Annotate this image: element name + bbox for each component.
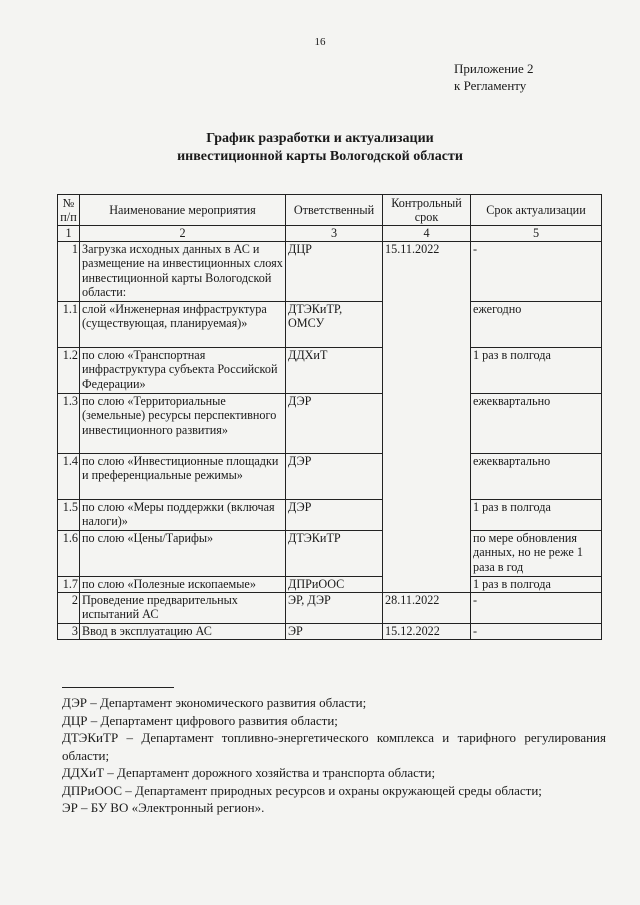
row-name: слой «Инженерная инфраструктура (существующая, планируемая)»	[80, 301, 286, 347]
row-number: 1.4	[58, 453, 80, 499]
footnote-item: ЭР – БУ ВО «Электронный регион».	[62, 800, 265, 815]
table-header-row	[58, 195, 602, 226]
row-update: -	[471, 623, 602, 639]
row-update: ежегодно	[471, 301, 602, 347]
row-number: 1.3	[58, 393, 80, 453]
table-row	[58, 347, 602, 393]
table-row	[58, 499, 602, 530]
row-update: ежеквартально	[471, 453, 602, 499]
schedule-table	[57, 194, 602, 640]
table-row	[58, 453, 602, 499]
footnote-item: ДДХиТ – Департамент дорожного хозяйства и транспорта области;	[62, 765, 436, 780]
row-responsible: ДЭР	[286, 499, 383, 530]
row-name: Проведение предварительных испытаний АС	[80, 592, 286, 623]
row-number: 1.7	[58, 576, 80, 592]
table-row	[58, 530, 602, 576]
footnote-divider	[62, 687, 174, 688]
row-responsible: ДПРиООС	[286, 576, 383, 592]
row-name: по слою «Меры поддержки (включая налоги)»	[80, 499, 286, 530]
row-name: по слою «Полезные ископаемые»	[80, 576, 286, 592]
table-row	[58, 576, 602, 592]
row-update: по мере обновления данных, но не реже 1 раза в год	[471, 530, 602, 576]
header-responsible: Ответственный	[286, 195, 383, 226]
row-update: -	[471, 592, 602, 623]
row-number: 3	[58, 623, 80, 639]
row-responsible: ЭР, ДЭР	[286, 592, 383, 623]
row-responsible: ДТЭКиТР	[286, 530, 383, 576]
header-number: № п/п	[58, 195, 80, 226]
row-name: по слою «Территориальные (земельные) ресурсы перспективного инвестиционного развития»	[80, 393, 286, 453]
row-responsible: ЭР	[286, 623, 383, 639]
header-deadline: Контрольный срок	[383, 195, 471, 226]
row-responsible: ДЭР	[286, 393, 383, 453]
row-name: по слою «Цены/Тарифы»	[80, 530, 286, 576]
row-update: 1 раз в полгода	[471, 347, 602, 393]
footnote-item: ДПРиООС – Департамент природных ресурсов и охраны окружающей среды области;	[62, 782, 542, 798]
table-row	[58, 241, 602, 301]
table-row	[58, 393, 602, 453]
table-row	[58, 301, 602, 347]
row-responsible: ДЦР	[286, 241, 383, 301]
row-deadline: 28.11.2022	[383, 592, 471, 623]
row-number: 1.5	[58, 499, 80, 530]
column-number-row	[58, 226, 602, 242]
column-number: 2	[80, 226, 286, 242]
row-number: 1.2	[58, 347, 80, 393]
footnotes	[62, 694, 606, 817]
row-update: -	[471, 241, 602, 301]
header-update: Срок актуализации	[471, 195, 602, 226]
row-responsible: ДДХиТ	[286, 347, 383, 393]
row-update: 1 раз в полгода	[471, 499, 602, 530]
table-row	[58, 623, 602, 639]
row-name: Загрузка исходных данных в АС и размещение на инвестиционных слоях инвестиционной карты Вологодской области:	[80, 241, 286, 301]
title-line-1: График разработки и актуализации	[206, 131, 434, 146]
column-number: 1	[58, 226, 80, 242]
column-number: 4	[383, 226, 471, 242]
row-responsible: ДЭР	[286, 453, 383, 499]
column-number: 5	[471, 226, 602, 242]
row-number: 1.1	[58, 301, 80, 347]
row-responsible: ДТЭКиТР, ОМСУ	[286, 301, 383, 347]
footnote-item: ДТЭКиТР – Департамент топливно-энергетического комплекса и тарифного регулирования области;	[62, 730, 606, 763]
header-name: Наименование мероприятия	[80, 195, 286, 226]
row-deadline: 15.12.2022	[383, 623, 471, 639]
title-line-2: инвестиционной карты Вологодской области	[177, 149, 463, 164]
row-deadline: 15.11.2022	[383, 241, 471, 592]
footnote-item: ДЦР – Департамент цифрового развития области;	[62, 712, 338, 728]
row-number: 1.6	[58, 530, 80, 576]
row-number: 1	[58, 241, 80, 301]
row-name: Ввод в эксплуатацию АС	[80, 623, 286, 639]
row-name: по слою «Инвестиционные площадки и преференциальные режимы»	[80, 453, 286, 499]
document-title	[0, 130, 640, 166]
appendix-line-1: Приложение 2	[454, 61, 534, 76]
column-number: 3	[286, 226, 383, 242]
table-row	[58, 592, 602, 623]
row-update: ежеквартально	[471, 393, 602, 453]
row-number: 2	[58, 592, 80, 623]
appendix-note	[454, 60, 534, 94]
appendix-line-2: к Регламенту	[454, 78, 527, 93]
footnote-item: ДЭР – Департамент экономического развития области;	[62, 695, 367, 710]
page-number: 16	[314, 36, 326, 48]
row-update: 1 раз в полгода	[471, 576, 602, 592]
row-name: по слою «Транспортная инфраструктура субъекта Российской Федерации»	[80, 347, 286, 393]
